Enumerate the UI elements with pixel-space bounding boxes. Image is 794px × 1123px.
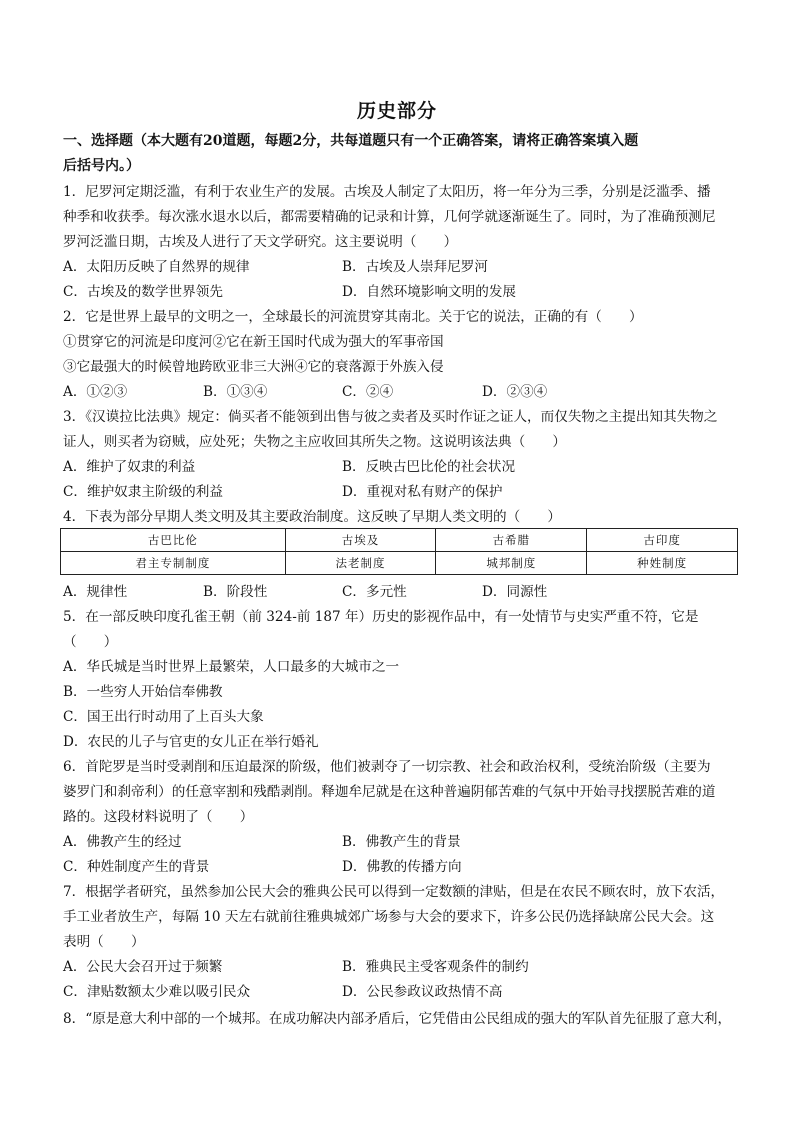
table-row: [61, 529, 738, 552]
q1-option-c[interactable]: C．古埃及的数学世界领先: [63, 284, 223, 300]
table-header-cell: 古希腊: [436, 529, 587, 552]
q1-stem: 种季和收获季。每次涨水退水以后，都需要精确的记录和计算，几何学就逐渐诞生了。同时，为了准确预测尼: [63, 209, 716, 225]
table-cell: 种姓制度: [587, 552, 738, 575]
q2-statements: ①贯穿它的河流是印度河②它在新王国时代成为强大的军事帝国: [63, 334, 444, 350]
q2-option-d[interactable]: D．②③④: [482, 384, 548, 400]
section-heading: 一、选择题（本大题有20道题，每题2分，共每道题只有一个正确答案，请将正确答案填入题: [63, 133, 639, 149]
q5-option-a[interactable]: A．华氏城是当时世界上最繁荣，人口最多的大城市之一: [63, 659, 400, 675]
q7-option-a[interactable]: A．公民大会召开过于频繁: [63, 959, 223, 975]
table-header-cell: 古埃及: [285, 529, 436, 552]
table-cell: 城邦制度: [436, 552, 587, 575]
q6-stem: 6．首陀罗是当时受剥削和压迫最深的阶级，他们被剥夺了一切宗教、社会和政治权利，受统治阶级（主要为: [63, 759, 711, 775]
q6-option-a[interactable]: A．佛教产生的经过: [63, 834, 182, 850]
q7-option-c[interactable]: C．津贴数额太少难以吸引民众: [63, 984, 251, 1000]
q1-option-b[interactable]: B．古埃及人崇拜尼罗河: [342, 259, 488, 275]
q8-stem: 8．“原是意大利中部的一个城邦。在成功解决内部矛盾后，它凭借由公民组成的强大的军队首先征服了意大利，: [63, 1011, 732, 1027]
civilization-table: [60, 528, 738, 575]
q2-option-c[interactable]: C．②④: [342, 384, 394, 400]
q6-option-b[interactable]: B．佛教产生的背景: [342, 834, 461, 850]
q6-option-c[interactable]: C．种姓制度产生的背景: [63, 859, 210, 875]
q5-stem: （ ）: [63, 634, 118, 650]
q5-option-d[interactable]: D．农民的儿子与官吏的女儿正在举行婚礼: [63, 734, 319, 750]
q3-stem: 证人，则买者为窃贼，应处死；失物之主应收回其所失之物。这说明该法典（ ）: [63, 434, 566, 450]
q7-stem: 7．根据学者研究，虽然参加公民大会的雅典公民可以得到一定数额的津贴，但是在农民不顾农时，放下农活，: [63, 884, 725, 900]
q6-stem: 路的。这段材料说明了（ ）: [63, 809, 254, 825]
q6-stem: 婆罗门和刹帝利）的任意宰割和残酷剥削。释迦牟尼就是在这种普遍阴郁苦难的气氛中开始寻找摆脱苦难的道: [63, 784, 716, 800]
q7-stem: 手工业者放生产，每隔 10 天左右就前往雅典城郊广场参与大会的要求下，许多公民仍选择缺席公民大会。这: [63, 909, 715, 925]
q4-option-a[interactable]: A．规律性: [63, 584, 128, 600]
table-header-cell: 古印度: [587, 529, 738, 552]
q4-stem: 4．下表为部分早期人类文明及其主要政治制度。这反映了早期人类文明的（ ）: [63, 509, 562, 525]
page-title: 历史部分: [356, 100, 437, 122]
q2-stem: 2．它是世界上最早的文明之一，全球最长的河流贯穿其南北。关于它的说法，正确的有（ ）: [63, 309, 643, 325]
q1-stem: 1．尼罗河定期泛滥，有利于农业生产的发展。古埃及人制定了太阳历，将一年分为三季，分别是泛滥季、播: [63, 184, 711, 200]
q1-stem: 罗河泛滥日期，古埃及人进行了天文学研究。这主要说明（ ）: [63, 234, 458, 250]
q4-option-d[interactable]: D．同源性: [482, 584, 548, 600]
q5-option-c[interactable]: C．国王出行时动用了上百头大象: [63, 709, 264, 725]
table-header-cell: 古巴比伦: [61, 529, 286, 552]
q1-option-d[interactable]: D．自然环境影响文明的发展: [342, 284, 517, 300]
q4-option-b[interactable]: B．阶段性: [203, 584, 268, 600]
q5-stem: 5．在一部反映印度孔雀王朝（前 324-前 187 年）历史的影视作品中，有一处情节与史实严重不符，它是: [63, 609, 699, 625]
q5-option-b[interactable]: B．一些穷人开始信奉佛教: [63, 684, 223, 700]
q3-option-a[interactable]: A．维护了奴隶的利益: [63, 459, 196, 475]
q6-option-d[interactable]: D．佛教的传播方向: [342, 859, 462, 875]
q2-option-a[interactable]: A．①②③: [63, 384, 128, 400]
q7-option-b[interactable]: B．雅典民主受客观条件的制约: [342, 959, 529, 975]
q1-option-a[interactable]: A．太阳历反映了自然界的规律: [63, 259, 250, 275]
q7-option-d[interactable]: D．公民参政议政热情不高: [342, 984, 503, 1000]
q3-option-d[interactable]: D．重视对私有财产的保护: [342, 484, 503, 500]
q3-option-c[interactable]: C．维护奴隶主阶级的利益: [63, 484, 223, 500]
q2-statements: ③它最强大的时候曾地跨欧亚非三大洲④它的衰落源于外族入侵: [63, 359, 444, 375]
q4-option-c[interactable]: C．多元性: [342, 584, 407, 600]
section-heading-cont: 后括号内。）: [63, 158, 140, 174]
q7-stem: 表明（ ）: [63, 934, 145, 950]
q3-option-b[interactable]: B．反映古巴比伦的社会状况: [342, 459, 516, 475]
table-cell: 法老制度: [285, 552, 436, 575]
q2-option-b[interactable]: B．①③④: [203, 384, 268, 400]
table-row: [61, 552, 738, 575]
q3-stem: 3．《汉谟拉比法典》规定：倘买者不能领到出售与彼之卖者及买时作证之证人，而仅失物之主提出知其失物之: [63, 409, 718, 425]
table-cell: 君主专制制度: [61, 552, 286, 575]
